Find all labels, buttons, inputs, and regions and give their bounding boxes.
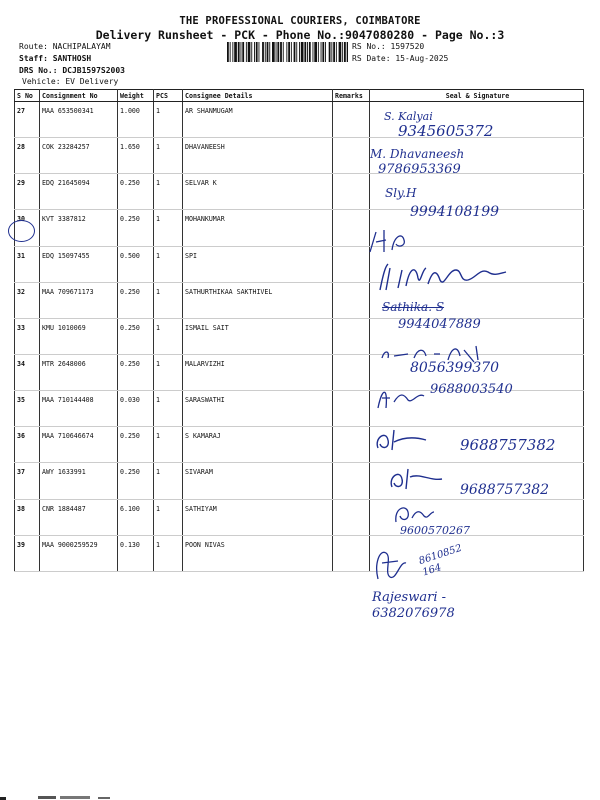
row-consignment: MAA 710144408 [40,391,118,427]
row-pcs: 1 [154,174,183,210]
sig-r33-phone: 8056399370 [410,360,500,376]
row-consignee: S KAMARAJ [183,427,333,463]
row-consignment: KMU 1010069 [40,318,118,354]
row-sno: 36 [15,427,40,463]
bottom-page-edge [0,794,600,800]
row-weight: 0.130 [118,535,154,571]
row-pcs: 1 [154,499,183,535]
row-consignee: MALARVIZHI [183,354,333,390]
row-weight: 1.650 [118,138,154,174]
sig-r36-phone: 9688757382 [460,482,550,498]
row-remarks [333,210,370,246]
row-remarks [333,463,370,499]
col-sno: S No [15,90,40,102]
barcode [227,42,348,62]
row-pcs: 1 [154,391,183,427]
row-consignee: SELVAR K [183,174,333,210]
row-consignment: COK 23284257 [40,138,118,174]
row-sno: 33 [15,318,40,354]
row-consignment: MAA 709671173 [40,282,118,318]
col-consignment: Consignment No [40,90,118,102]
row-30-circle-mark [8,220,35,242]
route-label: Route: NACHIPALAYAM [19,42,111,51]
table-row [15,499,584,535]
row-consignee: SATHIYAM [183,499,333,535]
row-weight: 6.100 [118,499,154,535]
row-sno: 37 [15,463,40,499]
row-weight: 0.500 [118,246,154,282]
sig-r28-phone: 9786953369 [378,162,461,177]
sig-r37-scribble [390,500,440,526]
row-weight: 0.250 [118,174,154,210]
rs-number: RS No.: 1597520 [352,42,425,51]
sig-r39-name: Rajeswari - [372,590,447,605]
vehicle-label: Vehicle: EV Delivery [22,77,119,86]
row-weight: 0.250 [118,427,154,463]
sig-r28-name: M. Dhavaneesh [370,147,465,161]
rs-date: RS Date: 15-Aug-2025 [352,54,449,63]
row-consignment: MTR 2648006 [40,354,118,390]
row-remarks [333,354,370,390]
sig-r27-phone: 9345605372 [398,122,494,140]
row-consignee: MOHANKUMAR [183,210,333,246]
row-consignment: AWY 1633991 [40,463,118,499]
sig-r34-phone: 9688003540 [430,382,513,397]
col-signature: Seal & Signature [370,90,584,102]
row-pcs: 1 [154,463,183,499]
row-sno: 32 [15,282,40,318]
runsheet-table [14,89,584,572]
sig-r29-phone: 9994108199 [410,204,500,220]
row-sno: 38 [15,499,40,535]
table-row [15,318,584,354]
drs-label: DRS No.: DCJB1597S2003 [19,66,125,75]
row-remarks [333,318,370,354]
row-sno: 28 [15,138,40,174]
row-remarks [333,174,370,210]
col-remarks: Remarks [333,90,370,102]
runsheet-subtitle: Delivery Runsheet - PCK - Phone No.:9047080280 - Page No.:3 [95,28,505,42]
col-weight: Weight [118,90,154,102]
row-consignment: EDQ 21645094 [40,174,118,210]
sig-r38-scribble [370,543,420,583]
row-remarks [333,499,370,535]
row-sno: 31 [15,246,40,282]
row-consignment: KVT 3387812 [40,210,118,246]
row-remarks [333,102,370,138]
row-pcs: 1 [154,354,183,390]
sig-r30-scribble [366,226,426,256]
row-consignee: SPI [183,246,333,282]
row-pcs: 1 [154,210,183,246]
row-weight: 0.250 [118,463,154,499]
row-weight: 0.030 [118,391,154,427]
row-remarks [333,427,370,463]
company-title: THE PROFESSIONAL COURIERS, COIMBATORE [179,15,421,27]
row-sno: 35 [15,391,40,427]
row-consignee: SATHURTHIKAA SAKTHIVEL [183,282,333,318]
sig-r32-name: Sathika. S [382,300,445,314]
row-sno: 39 [15,535,40,571]
sig-r32-phone: 9944047889 [398,317,481,332]
sig-r37-phone: 9600570267 [400,524,470,537]
row-weight: 0.250 [118,282,154,318]
row-pcs: 1 [154,138,183,174]
col-pcs: PCS [154,90,183,102]
sig-r29-name: Sly.H [385,186,417,200]
sig-r36-scribble [386,463,456,493]
row-sno: 30 [15,210,40,246]
row-consignee: AR SHANMUGAM [183,102,333,138]
table-row [15,102,584,138]
row-pcs: 1 [154,427,183,463]
table-header-row [15,90,584,102]
sig-r38-note: 8610852 164 [417,542,464,579]
staff-label: Staff: SANTHOSH [19,54,92,63]
row-weight: 0.250 [118,354,154,390]
row-weight: 0.250 [118,318,154,354]
row-consignment: EDQ 15097455 [40,246,118,282]
table-row [15,138,584,174]
sig-r27-name: S. Kalyai [384,110,433,123]
row-consignment: MAA 653500341 [40,102,118,138]
row-remarks [333,535,370,571]
sig-r35-phone: 9688757382 [460,436,556,454]
row-pcs: 1 [154,282,183,318]
row-consignee: SARASWATHI [183,391,333,427]
row-consignment: MAA 710646674 [40,427,118,463]
sig-r35-scribble [372,424,442,454]
row-remarks [333,282,370,318]
row-remarks [333,138,370,174]
sig-r31-scribble [376,260,526,294]
row-pcs: 1 [154,318,183,354]
row-pcs: 1 [154,246,183,282]
row-consignee: DHAVANEESH [183,138,333,174]
row-weight: 0.250 [118,210,154,246]
row-sno: 27 [15,102,40,138]
table-row [15,535,584,571]
row-consignee: ISMAIL SAIT [183,318,333,354]
sig-r39-phone: 6382076978 [372,606,455,621]
row-consignee: SIVARAM [183,463,333,499]
row-remarks [333,246,370,282]
row-sno: 29 [15,174,40,210]
row-consignee: POON NIVAS [183,535,333,571]
row-weight: 1.000 [118,102,154,138]
row-remarks [333,391,370,427]
row-consignment: MAA 9000259529 [40,535,118,571]
row-pcs: 1 [154,535,183,571]
row-consignment: CNR 1884487 [40,499,118,535]
row-pcs: 1 [154,102,183,138]
col-consignee: Consignee Details [183,90,333,102]
sig-r34-scribble [374,382,434,412]
row-sno: 34 [15,354,40,390]
